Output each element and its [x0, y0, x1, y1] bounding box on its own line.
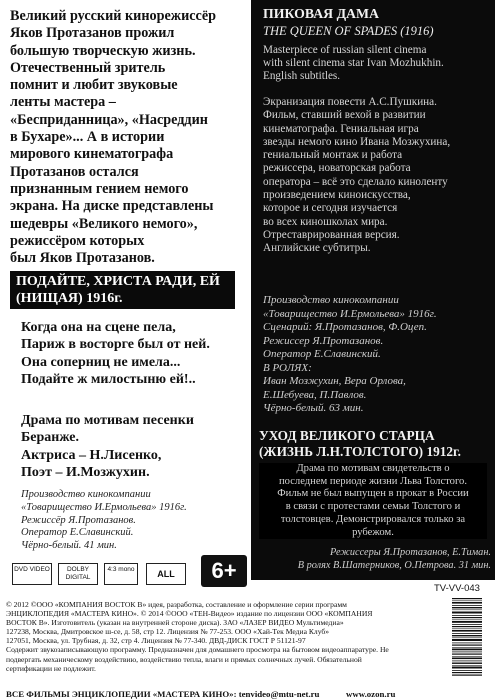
credits-beggar [21, 489, 246, 553]
legal-line: подвергать механическому воздействию, воздействию тепла, влаги и прямых солнечных лучей. Обязательной [6, 654, 362, 664]
intro-line: экрана. На диске представлены [10, 198, 214, 215]
desc-line: толстовцев. Демонстрировался только за [280, 513, 466, 525]
format-logos [12, 563, 222, 587]
film-title-line: ПОДАЙТЕ, ХРИСТА РАДИ, ЕЙ [16, 274, 220, 289]
legal-line: сертификации не подлежит. [6, 663, 96, 673]
drama-line: Драма по мотивам песенки [21, 413, 194, 428]
desc-line: Английские субтитры. [263, 242, 371, 255]
credit-line: Оператор Е.Славинский. [263, 348, 381, 360]
intro-line: был Яков Протазанов. [10, 250, 155, 267]
catalog-code: TV-VV-043 [434, 583, 480, 594]
credit-line: Режиссер Я.Протазанов. [263, 334, 384, 347]
credit-line: Сценарий: Я.Протазанов, Ф.Оцеп. [263, 321, 427, 333]
description-english [263, 44, 488, 84]
footer-series-line [6, 689, 486, 699]
desc-line: Фильм, ставший вехой в развитии [263, 109, 426, 122]
desc-line: English subtitles. [263, 70, 341, 83]
legal-line: © 2012 ©ООО «КОМПАНИЯ ВОСТОК В» идея, разработка, составление и оформление серии программ [6, 600, 347, 609]
film-title-bar-beggar [10, 271, 235, 309]
poem-line: Подайте ж милостыню ей!.. [21, 372, 196, 388]
credit-line: Производство кинокомпании [263, 294, 399, 306]
desc-line: гениальный монтаж и работа [263, 149, 403, 162]
barcode-icon [452, 596, 486, 678]
intro-line: помнит и любит звуковые [10, 77, 178, 94]
credit-line: Режиссеры Я.Протазанов, Е.Тиман. [330, 547, 491, 558]
credit-line: В РОЛЯХ: [263, 361, 312, 374]
dvd-logo: DVD VIDEO [12, 563, 52, 585]
desc-line: которое и сегодня изучается [263, 202, 398, 215]
credits-queen-of-spades [263, 294, 488, 416]
intro-line: мирового кинематографа [10, 146, 174, 163]
desc-line: with silent cinema star Ivan Mozhukhin. [263, 57, 444, 70]
desc-line: Драма по мотивам свидетельств о [296, 463, 450, 474]
film-subtitle-english: THE QUEEN OF SPADES (1916) [263, 24, 434, 38]
legal-line: Содержит звукозаписывающую программу. Предназначен для домашнего просмотра на бытовом видеоаппаратуре. Не [6, 645, 389, 655]
desc-line: Masterpiece of russian silent cinema [263, 44, 427, 56]
legal-line: ЭНЦИКЛОПЕДИЯ «МАСТЕРА КИНО». © 2014 ©ООО «ТЕН-Видео» издание по лицензии ООО «КОМПАНИЯ [6, 609, 373, 619]
right-column [251, 0, 495, 580]
intro-line: Протазанов остался [10, 163, 139, 180]
intro-line: режиссёром которых [10, 232, 145, 249]
drama-line: Актриса – Н.Лисенко, [21, 447, 162, 463]
credit-line: Иван Мозжухин, Вера Орлова, [263, 375, 406, 387]
mono-logo: 4:3 mono [104, 563, 138, 585]
desc-line: произведением киноискусства, [263, 189, 411, 202]
drama-description [21, 412, 236, 482]
poem-line: Когда она на сцене пела, [21, 320, 176, 335]
intro-line: Великий русский кинорежиссёр [10, 8, 217, 24]
credit-line: «Товарищество И.Ермольева» 1916г. [21, 501, 187, 513]
film-title-departure-of-great-elder [259, 428, 491, 459]
film-title-line: УХОД ВЕЛИКОГО СТАРЦА [259, 428, 435, 443]
desc-line: в связи с протестами семьи Толстого и [285, 501, 461, 513]
description-russian [263, 96, 489, 256]
intro-line: признанным гением немого [10, 180, 189, 197]
description-tolstoy [259, 463, 487, 539]
drama-line: Беранже. [21, 430, 80, 446]
desc-line: во всех киношколах мира. [263, 215, 388, 228]
desc-line: звезды немого кино Ивана Мозжухина, [263, 135, 451, 148]
intro-line: шедевры «Великого немого», [10, 215, 198, 232]
intro-line: большую творческую жизнь. [10, 42, 196, 59]
legal-line: 127238, Москва, Дмитровское ш-се, д. 58, стр 12. Лицензия № 77-253. ООО «Хай-Тек Медиа Клуб» [6, 627, 330, 637]
credit-line: Е.Шебуева, П.Павлов. [263, 388, 367, 401]
credit-line: Чёрно-белый. 41 мин. [21, 540, 117, 552]
film-title-line: (НИЩАЯ) 1916г. [16, 291, 123, 306]
desc-line: режиссера, новаторская работа [263, 162, 411, 175]
desc-line: рубежом. [352, 526, 394, 538]
legal-text [6, 600, 434, 673]
desc-line: кинематографа. Гениальная игра [263, 122, 419, 135]
film-title-line: (ЖИЗНЬ Л.Н.ТОЛСТОГО) 1912г. [259, 443, 461, 459]
intro-line: Отечественный зритель [10, 59, 166, 76]
intro-line: «Бесприданница», «Насреддин [10, 111, 208, 128]
credit-line: Производство кинокомпании [21, 489, 151, 500]
region-all-logo: ALL [146, 563, 186, 585]
credit-line: Оператор Е.Славинский. [21, 527, 134, 539]
intro-line: Яков Протазанов прожил [10, 25, 175, 42]
credits-tolstoy [261, 546, 491, 572]
intro-line: ленты мастера – [10, 94, 116, 111]
footer-series: ВСЕ ФИЛЬМЫ ЭНЦИКЛОПЕДИИ «МАСТЕРА КИНО»: tenvideo@mtu-net.ru [6, 689, 320, 699]
intro-line: в Бухаре»... А в истории [10, 129, 165, 146]
age-rating-badge: 6+ [201, 555, 247, 587]
desc-line: последнем периоде жизни Льва Толстого. [279, 475, 467, 487]
desc-line: оператора – всё это сделало киноленту [263, 175, 448, 188]
film-title-queen-of-spades: ПИКОВАЯ ДАМА [263, 6, 380, 21]
desc-line: Отреставрированная версия. [263, 228, 400, 241]
credit-line: Режиссёр Я.Протазанов. [21, 514, 136, 526]
poem-line: Она соперниц не имела... [21, 354, 181, 370]
desc-line: Экранизация повести А.С.Пушкина. [263, 96, 437, 108]
credit-line: Чёрно-белый. 63 мин. [263, 402, 364, 414]
intro-text [10, 8, 232, 267]
credit-line: «Товарищество И.Ермольева» 1916г. [263, 307, 437, 320]
footer-site: www.ozon.ru [346, 689, 396, 699]
drama-line: Поэт – И.Мозжухин. [21, 465, 150, 481]
desc-line: Фильм не был выпущен в прокат в России [277, 488, 469, 500]
legal-line: 127051, Москва, ул. Трубная, д. 32, стр 4. Лицензия № 77-340. ДВД-ДИСК ГОСТ Р 51121-97 [6, 636, 306, 646]
dolby-digital-logo: DOLBY DIGITAL [58, 563, 98, 585]
credit-line: В ролях В.Шатерников, О.Петрова. 31 мин. [297, 560, 491, 572]
poem-line: Париж в восторге был от ней. [21, 337, 210, 353]
legal-line: ВОСТОК В». Изготовитель (указан на внутренней стороне диска). ЗАО «ЛАЗЕР ВИДЕО Мультимедиа» [6, 618, 344, 628]
poem-quote [21, 319, 236, 389]
